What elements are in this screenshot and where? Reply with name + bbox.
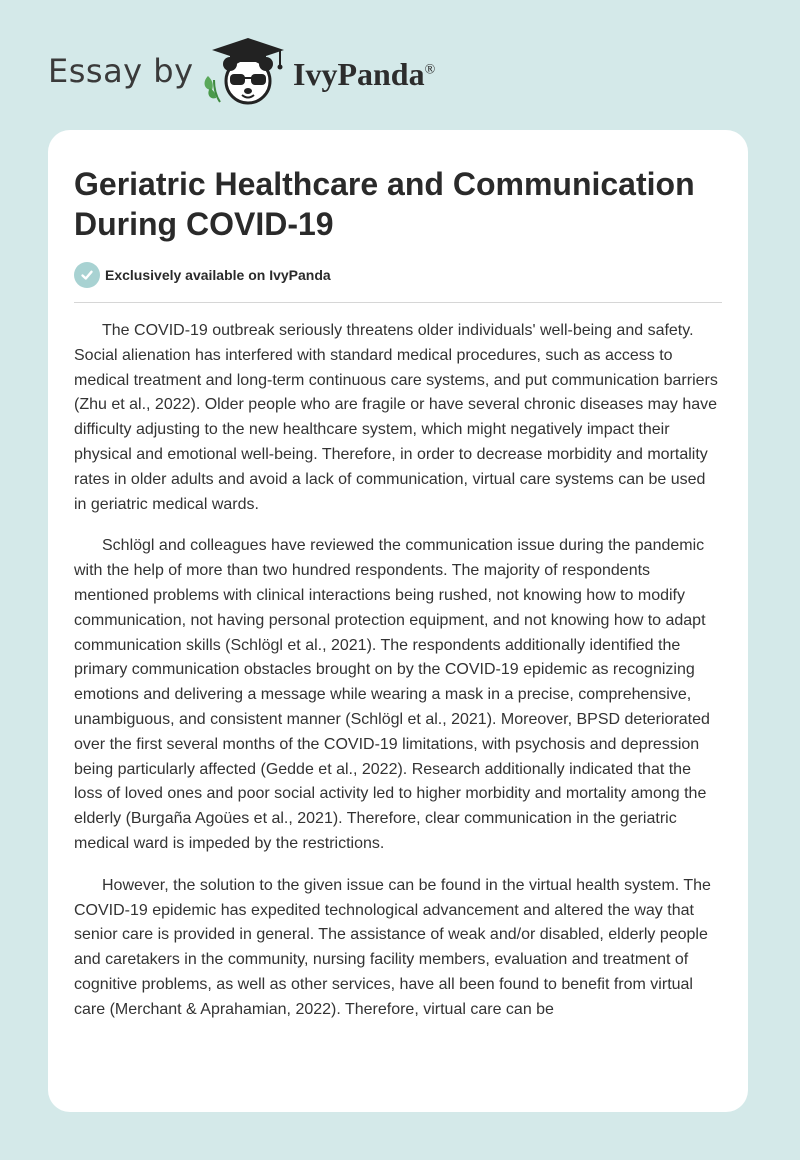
exclusive-badge-label: Exclusively available on IvyPanda (105, 267, 331, 283)
article-card (48, 130, 748, 1112)
paragraph: The COVID-19 outbreak seriously threatens older individuals' well-being and safety. Social alienation has interfered with standard medical procedures, such as access to medical treatment and long-term continuous care systems, and put communication barriers (Zhu et al., 2022). Older people who are fragile or have several chronic diseases may have difficulty adjusting to the new healthcare system, which might negatively impact their physical and emotional well-being. Therefore, in order to decrease morbidity and mortality rates in older adults and avoid a lack of communication, virtual care systems can be used in geriatric medical wards. (74, 322, 718, 513)
brand-text: IvyPanda (293, 56, 425, 92)
article-body (74, 319, 722, 1040)
brand-name (293, 56, 435, 93)
divider (74, 302, 722, 303)
ivypanda-logo[interactable] (200, 36, 460, 106)
essay-by-label: Essay by (48, 52, 194, 90)
paragraph: However, the solution to the given issue can be found in the virtual health system. The COVID-19 epidemic has expedited technological advancement and altered the way that senior care is provided in general. The assistance of weak and/or disabled, elderly people and caretakers in the community, nursing facility members, evaluation and treatment of cognitive problems, as well as other services, have all been found to benefit from virtual care (Merchant & Aprahamian, 2022). Therefore, virtual care can be (74, 876, 711, 1018)
checkmark-icon (74, 262, 100, 288)
paragraph: Schlögl and colleagues have reviewed the communication issue during the pandemic with the help of more than two hundred respondents. The majority of respondents mentioned problems with clinical interactions being rushed, not knowing how to modify communication, not having personal protection equipment, and not knowing how to adapt communication skills (Schlögl et al., 2021). The respondents additionally identified the primary communication obstacles brought on by the COVID-19 epidemic as recognizing emotions and delivering a message while wearing a mask in a precise, comprehensive, unambiguous, and consistent manner (Schlögl et al., 2021). Moreover, BPSD deteriorated over the first several months of the COVID-19 limitations, with psychosis and depression being particularly affected (Gedde et al., 2022). Research additionally indicated that the loss of loved ones and poor social activity led to higher morbidity and mortality among the elderly (Burgaña Agoües et al., 2021). Therefore, clear communication in the geriatric medical ward is impeded by the restrictions. (74, 537, 710, 852)
panda-mascot-icon (200, 36, 290, 108)
registered-mark: ® (424, 62, 436, 78)
page-title: Geriatric Healthcare and Communication During COVID-19 (74, 166, 695, 242)
site-header (0, 0, 800, 130)
exclusive-badge (74, 261, 331, 289)
